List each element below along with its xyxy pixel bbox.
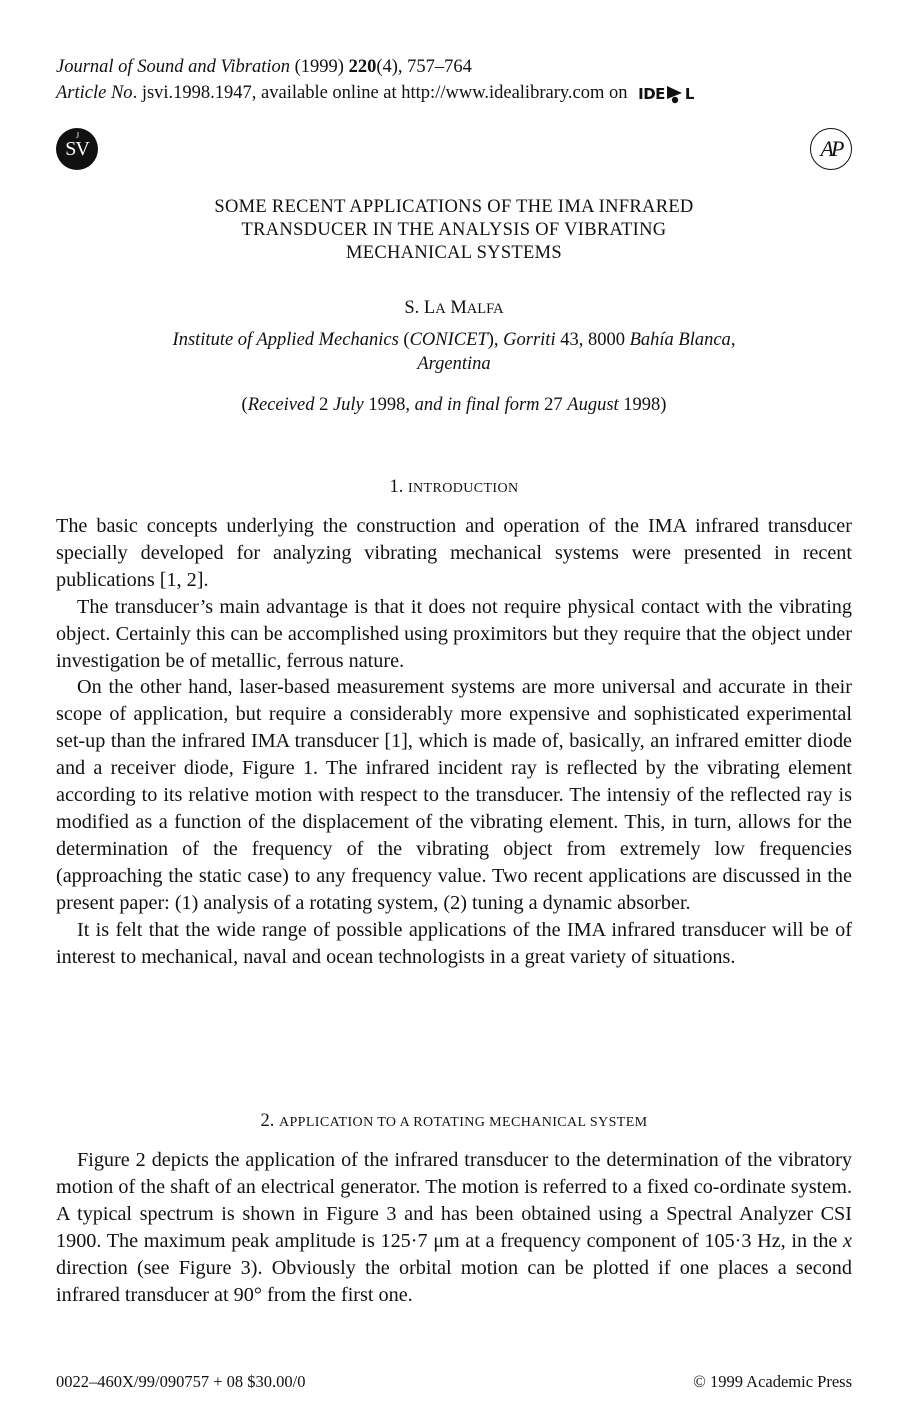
ideal-logo-right: L	[684, 84, 694, 103]
ideal-logo	[638, 81, 694, 107]
footer-issn: 0022–460X/99/090757 + 08 $30.00/0	[56, 1372, 306, 1391]
introduction-body	[56, 513, 852, 970]
ap-logo-text: AP	[820, 136, 842, 161]
paper-page	[56, 0, 852, 1428]
article-info	[56, 80, 694, 107]
journal-volume: 220	[348, 57, 377, 77]
journal-name: Journal of Sound and Vibration	[56, 57, 290, 77]
title-line: SOME RECENT APPLICATIONS OF THE IMA INFRARED	[214, 197, 694, 217]
sv-logo	[56, 128, 98, 170]
journal-year: (1999)	[294, 57, 344, 77]
ideal-arrow-icon	[666, 84, 684, 104]
paragraph: It is felt that the wide range of possible applications of the IMA infrared transducer will be of interest to mechanical, naval and ocean technologists in a great variety of situations.	[56, 918, 852, 968]
title-line: MECHANICAL SYSTEMS	[346, 243, 562, 263]
author-name: S. LA MALFA	[404, 298, 504, 318]
academic-press-logo	[810, 128, 852, 170]
section-heading-introduction: 1. INTRODUCTION	[389, 477, 519, 497]
paragraph: On the other hand, laser-based measurement systems are more universal and accurate in their scope of application, but require a considerably more expensive and sophisticated experimental set-up than the infrared IMA transducer [1], which is made of, basically, an infrared emitter diode and a receiver diode, Figure 1. The infrared incident ray is reflected by the vibrating element according to its relative motion with respect to the transducer. The intensiy of the reflected ray is modified as a function of the displacement of the vibrating element. This, in turn, allows for the determination of the frequency of the vibrating object from extremely low frequencies (approaching the static case) to any frequency value. Two recent applications are discussed in the present paper: (1) analysis of a rotating system, (2) tuning a dynamic absorber.	[56, 676, 852, 914]
sv-logo-text: SV	[65, 137, 89, 160]
section-heading-rotating-system: 2. APPLICATION TO A ROTATING MECHANICAL SYSTEM	[260, 1111, 648, 1131]
journal-citation	[56, 54, 472, 80]
article-label: Article No	[56, 83, 133, 103]
article-id: . jsvi.1998.1947, available online at http://www.idealibrary.com on	[132, 83, 628, 103]
section-2-body	[56, 1147, 852, 1308]
footer-copyright: © 1999 Academic Press	[693, 1372, 852, 1391]
journal-issue-pages: (4), 757–764	[376, 57, 472, 77]
sv-logo-small: J	[75, 131, 79, 140]
paragraph: The basic concepts underlying the construction and operation of the IMA infrared transducer specially developed for analyzing vibrating mechanical systems were presented in recent publications [1, 2].	[56, 515, 852, 591]
paper-title	[56, 196, 852, 265]
received-dates: (Received 2 July 1998, and in final form 27 August 1998)	[241, 395, 667, 415]
ideal-logo-left: IDE	[638, 84, 665, 103]
paragraph: Figure 2 depicts the application of the infrared transducer to the determination of the vibratory motion of the shaft of an electrical generator. The motion is referred to a fixed co-ordinate system. A typical spectrum is shown in Figure 3 and has been obtained using a Spectral Analyzer CSI 1900. The maximum peak amplitude is 125·7 μm at a frequency component of 105·3 Hz, in the x direction (see Figure 3). Obviously the orbital motion can be plotted if one places a second infrared transducer at 90° from the first one.	[56, 1149, 852, 1306]
title-line: TRANSDUCER IN THE ANALYSIS OF VIBRATING	[241, 220, 667, 240]
affiliation: Institute of Applied Mechanics (CONICET), Gorriti 43, 8000 Bahía Blanca, Argentina	[172, 330, 736, 374]
paragraph: The transducer’s main advantage is that it does not require physical contact with the vibrating object. Certainly this can be accomplished using proximitors but they require that the object under investigation be of metallic, ferrous nature.	[56, 595, 852, 672]
